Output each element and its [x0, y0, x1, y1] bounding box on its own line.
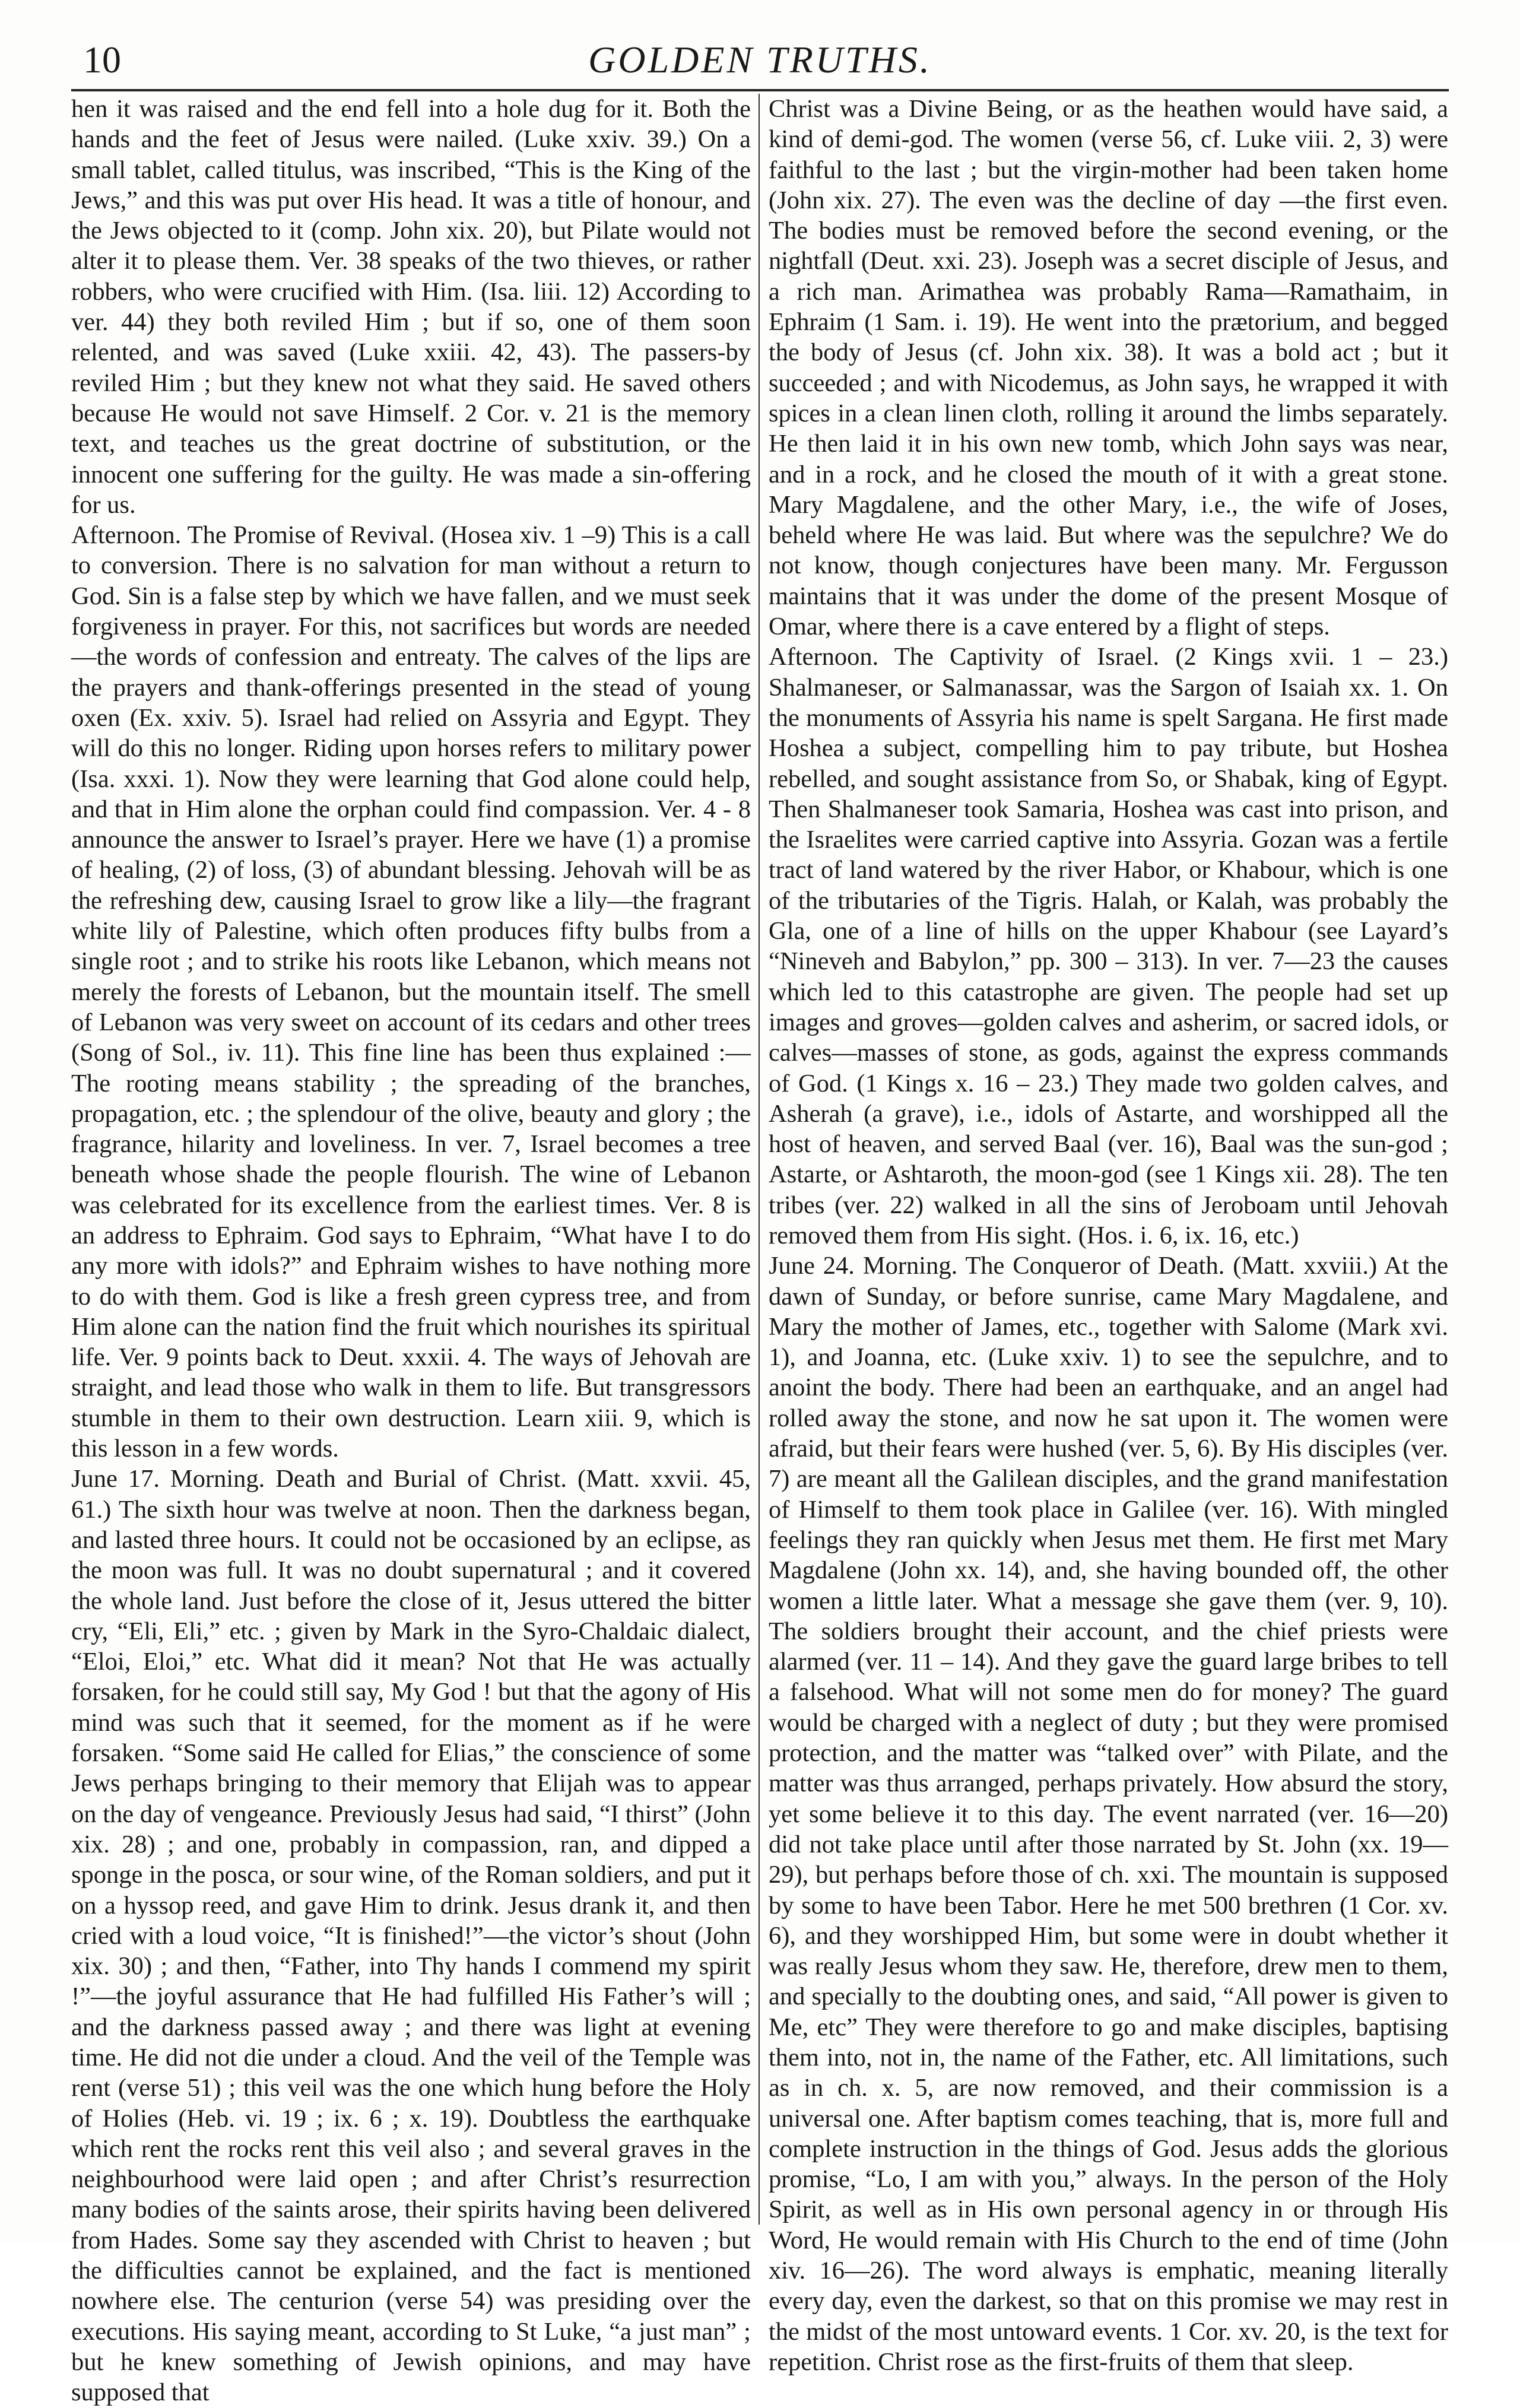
running-head: GOLDEN TRUTHS.: [588, 39, 932, 81]
paragraph: June 24. Morning. The Conqueror of Death. (Matt. xxviii.) At the dawn of Sunday, or before sunrise, came Mary Magdalene, and Mary the mother of James, etc., together with Salome (Mark xvi. 1), and Joanna, etc. (Luke xxiv. 1) to see the sepulchre, and to anoint the body. There had been an earthquake, and an angel had rolled away the stone, and now he sat upon it. The women were afraid, but their fears were hushed (ver. 5, 6). By His disciples (ver. 7) are meant all the Galilean disciples, and the grand manifestation of Himself to them took place in Galilee (ver. 16). With mingled feelings they ran quickly when Jesus met them. He first met Mary Magdalene (John xx. 14), and, she having bounded off, the other women a little later. What a message she gave them (ver. 9, 10). The soldiers brought their account, and the chief priests were alarmed (ver. 11 – 14). And they gave the guard large bribes to tell a falsehood. What will not some men do for money? The guard would be charged with a neglect of duty ; but they were promised protection, and the matter was “talked over” with Pilate, and the matter was thus arranged, perhaps privately. How absurd the story, yet some believe it to this day. The event narrated (ver. 16—20) did not take place until after those narrated by St. John (xx. 19—29), but perhaps before those of ch. xxi. The mountain is supposed by some to have been Tabor. Here he met 500 brethren (1 Cor. xv. 6), and they worshipped Him, but some were in doubt whether it was really Jesus whom they saw. He, therefore, drew men to them, and specially to the doubting ones, and said, “All power is given to Me, etc” They were therefore to go and make disciples, baptising them into, not in, the name of the Father, etc. All limitations, such as in ch. x. 5, are now removed, and their commission is a universal one. After baptism comes teaching, that is, more full and complete instruction in the things of God. Jesus adds the glorious promise, “Lo, I am with you,” always. In the person of the Holy Spirit, as well as in His own personal agency in or through His Word, He would remain with His Church to the end of time (John xiv. 16—26). The word always is emphatic, meaning literally every day, even the darkest, so that on this promise we may rest in the midst of the most untoward events. 1 Cor. xv. 20, is the text for repetition. Christ rose as the first-fruits of them that sleep.: [769, 1252, 1448, 2376]
paragraph: Afternoon. The Captivity of Israel. (2 Kings xvii. 1 – 23.) Shalmaneser, or Salmanassar, was the Sargon of Isaiah xx. 1. On the monuments of Assyria his name is spelt Sargana. He first made Hoshea a subject, compelling him to pay tribute, but Hoshea rebelled, and sought assistance from So, or Shabak, king of Egypt. Then Shalmaneser took Samaria, Hoshea was cast into prison, and the Israelites were carried captive into Assyria. Gozan was a fertile tract of land watered by the river Habor, or Khabour, which is one of the tributaries of the Tigris. Halah, or Kalah, was probably the Gla, one of a line of hills on the upper Khabour (see Layard’s “Nineveh and Babylon,” pp. 300 – 313). In ver. 7—23 the causes which led to this catastrophe are given. The people had set up images and groves—golden calves and asherim, or sacred idols, or calves—masses of stone, as gods, against the express commands of God. (1 Kings x. 16 – 23.) They made two golden calves, and Asherah (a grave), i.e., idols of Astarte, and worshipped all the host of heaven, and served Baal (ver. 16), Baal was the sun-god ; Astarte, or Ashtaroth, the moon-god (see 1 Kings xii. 28). The ten tribes (ver. 22) walked in all the sins of Jeroboam until Jehovah removed them from His sight. (Hos. i. 6, ix. 16, etc.): [769, 643, 1448, 1249]
column-divider: [759, 94, 760, 2225]
paragraph: hen it was raised and the end fell into a hole dug for it. Both the hands and the feet of Jesus were nailed. (Luke xxiv. 39.) On a small tablet, called titulus, was inscribed, “This is the King of the Jews,” and this was put over His head. It was a title of honour, and the Jews objected to it (comp. John xix. 20), but Pilate would not alter it to please them. Ver. 38 speaks of the two thieves, or rather robbers, who were crucified with Him. (Isa. liii. 12) According to ver. 44) they both reviled Him ; but if so, one of them soon relented, and was saved (Luke xxiii. 42, 43). The passers-by reviled Him ; but they knew not what they said. He saved others because He would not save Himself. 2 Cor. v. 21 is the memory text, and teaches us the great doctrine of substitution, or the innocent one suffering for the guilty. He was made a sin-offering for us.: [71, 95, 751, 519]
paragraph: Christ was a Divine Being, or as the heathen would have said, a kind of demi-god. The women (verse 56, cf. Luke viii. 2, 3) were faithful to the last ; but the virgin-mother had been taken home (John xix. 27). The even was the decline of day —the first even. The bodies must be removed before the second evening, or the nightfall (Deut. xxi. 23). Joseph was a secret disciple of Jesus, and a rich man. Arimathea was probably Rama—Ramathaim, in Ephraim (1 Sam. i. 19). He went into the prætorium, and begged the body of Jesus (cf. John xix. 38). It was a bold act ; but it succeeded ; and with Nicodemus, as John says, he wrapped it with spices in a clean linen cloth, rolling it around the limbs separately. He then laid it in his own new tomb, which John says was near, and in a rock, and he closed the mouth of it with a great stone. Mary Magdalene, and the other Mary, i.e., the wife of Joses, beheld where He was laid. But where was the sepulchre? We do not know, though conjectures have been many. Mr. Fergusson maintains that it was under the dome of the present Mosque of Omar, where there is a cave entered by a flight of steps.: [769, 95, 1448, 641]
header-rule: [71, 89, 1449, 91]
paragraph: Afternoon. The Promise of Revival. (Hosea xiv. 1 –9) This is a call to conversion. There is no salvation for man without a return to God. Sin is a false step by which we have fallen, and we must seek forgiveness in prayer. For this, not sacrifices but words are needed—the words of confession and entreaty. The calves of the lips are the prayers and thank-offerings presented in the stead of young oxen (Ex. xxiv. 5). Israel had relied on Assyria and Egypt. They will do this no longer. Riding upon horses refers to military power (Isa. xxxi. 1). Now they were learning that God alone could help, and that in Him alone the orphan could find compassion. Ver. 4 - 8 announce the answer to Israel’s prayer. Here we have (1) a promise of healing, (2) of loss, (3) of abundant blessing. Jehovah will be as the refreshing dew, causing Israel to grow like a lily—the fragrant white lily of Palestine, which often produces fifty bulbs from a single root ; and to strike his roots like Lebanon, which means not merely the forests of Lebanon, but the mountain itself. The smell of Lebanon was very sweet on account of its cedars and other trees (Song of Sol., iv. 11). This fine line has been thus explained :—The rooting means stability ; the spreading of the branches, propagation, etc. ; the splendour of the olive, beauty and glory ; the fragrance, hilarity and loveliness. In ver. 7, Israel becomes a tree beneath whose shade the people flourish. The wine of Lebanon was celebrated for its excellence from the earliest times. Ver. 8 is an address to Ephraim. God says to Ephraim, “What have I to do any more with idols?” and Ephraim wishes to have nothing more to do with them. God is like a fresh green cypress tree, and from Him alone can the nation find the fruit which nourishes its spiritual life. Ver. 9 points back to Deut. xxxii. 4. The ways of Jehovah are straight, and lead those who walk in them to life. But transgressors stumble in them to their own destruction. Learn xiii. 9, which is this lesson in a few words.: [71, 521, 751, 1463]
page-header: [71, 36, 1449, 89]
paragraph: June 17. Morning. Death and Burial of Christ. (Matt. xxvii. 45, 61.) The sixth hour was twelve at noon. Then the darkness began, and lasted three hours. It could not be occasioned by an eclipse, as the moon was full. It was no doubt supernatural ; and it covered the whole land. Just before the close of it, Jesus uttered the bitter cry, “Eli, Eli,” etc. ; given by Mark in the Syro-Chaldaic dialect, “Eloi, Eloi,” etc. What did it mean? Not that He was actually forsaken, for he could still say, My God ! but that the agony of His mind was such that it seemed, for the moment as if he were forsaken. “Some said He called for Elias,” the conscience of some Jews perhaps bringing to their memory that Elijah was to appear on the day of vengeance. Previously Jesus had said, “I thirst” (John xix. 28) ; and one, probably in compassion, ran, and dipped a sponge in the posca, or sour wine, of the Roman soldiers, and put it on a hyssop reed, and gave Him to drink. Jesus drank it, and then cried with a loud voice, “It is finished!”—the victor’s shout (John xix. 30) ; and then, “Father, into Thy hands I commend my spirit !”—the joyful assurance that He had fulfilled His Father’s will ; and the darkness passed away ; and there was light at evening time. He did not die under a cloud. And the veil of the Temple was rent (verse 51) ; this veil was the one which hung before the Holy of Holies (Heb. vi. 19 ; ix. 6 ; x. 19). Doubtless the earthquake which rent the rocks rent this veil also ; and several graves in the neighbourhood were laid open ; and after Christ’s resurrection many bodies of the saints arose, their spirits having been delivered from Hades. Some say they ascended with Christ to heaven ; but the difficulties cannot be explained, and the fact is mentioned nowhere else. The centurion (verse 54) was presiding over the executions. His saying meant, according to St Luke, “a just man” ; but he knew something of Jewish opinions, and may have supposed that: [71, 1465, 751, 2407]
right-column: [769, 94, 1448, 2376]
left-column: [71, 94, 751, 2407]
page-number: 10: [83, 39, 121, 81]
